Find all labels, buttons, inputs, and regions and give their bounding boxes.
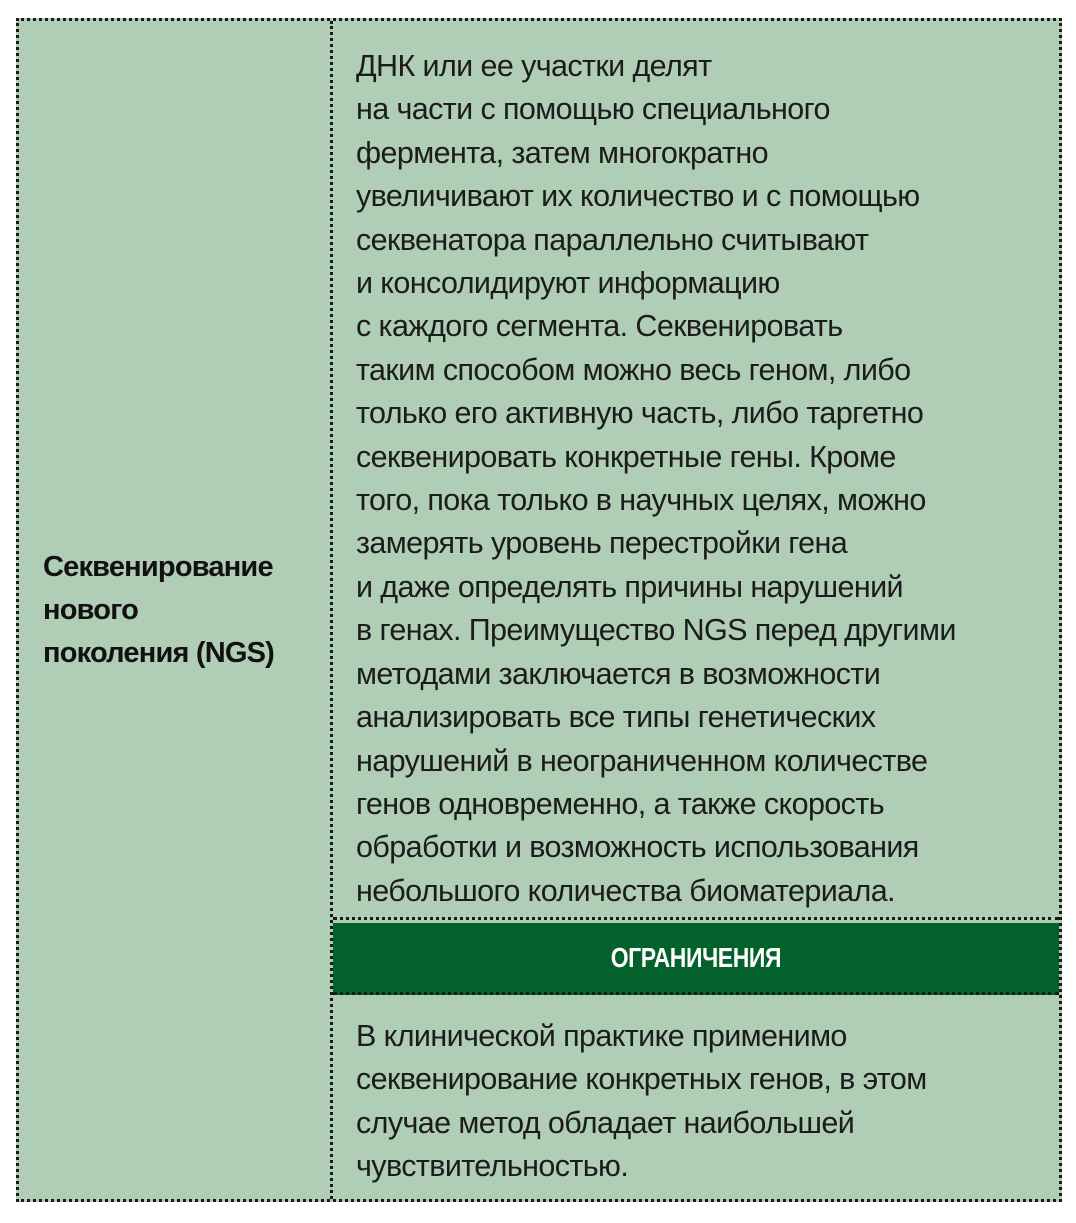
limitations-text: В клинической практике применимо секвенирование конкретных генов, в этом случае метод обладает наибольшей чувствительностью.	[356, 1019, 927, 1184]
method-details-column	[333, 21, 1059, 1199]
method-name-cell	[19, 21, 333, 1199]
limitations-header	[333, 923, 1059, 995]
limitations-cell	[333, 995, 1059, 1199]
method-name: Секвенирование нового поколения (NGS)	[43, 550, 275, 669]
description-text: ДНК или ее участки делят на части с помощью специального фермента, затем многократно увеличивают их количество и с помощью секвенатора параллельно считывают и консолидируют информацию с каждого сегмента. Секвенировать таким способом можно весь геном, либо только его активную часть, либо таргетно секвенировать конкретные гены. Кроме того, пока только в научных целях, можно замерять уровень перестройки гена и даже определять причины нарушений в генах. Преимущество NGS перед другими методами заключается в возможности анализировать все типы генетических нарушений в неограниченном количестве генов одновременно, а также скорость обработки и возможность использования небольшого количества биоматериала.	[356, 49, 956, 908]
ngs-info-table	[16, 18, 1062, 1202]
limitations-header-label: ОГРАНИЧЕНИЯ	[610, 941, 782, 973]
description-cell	[333, 21, 1059, 920]
